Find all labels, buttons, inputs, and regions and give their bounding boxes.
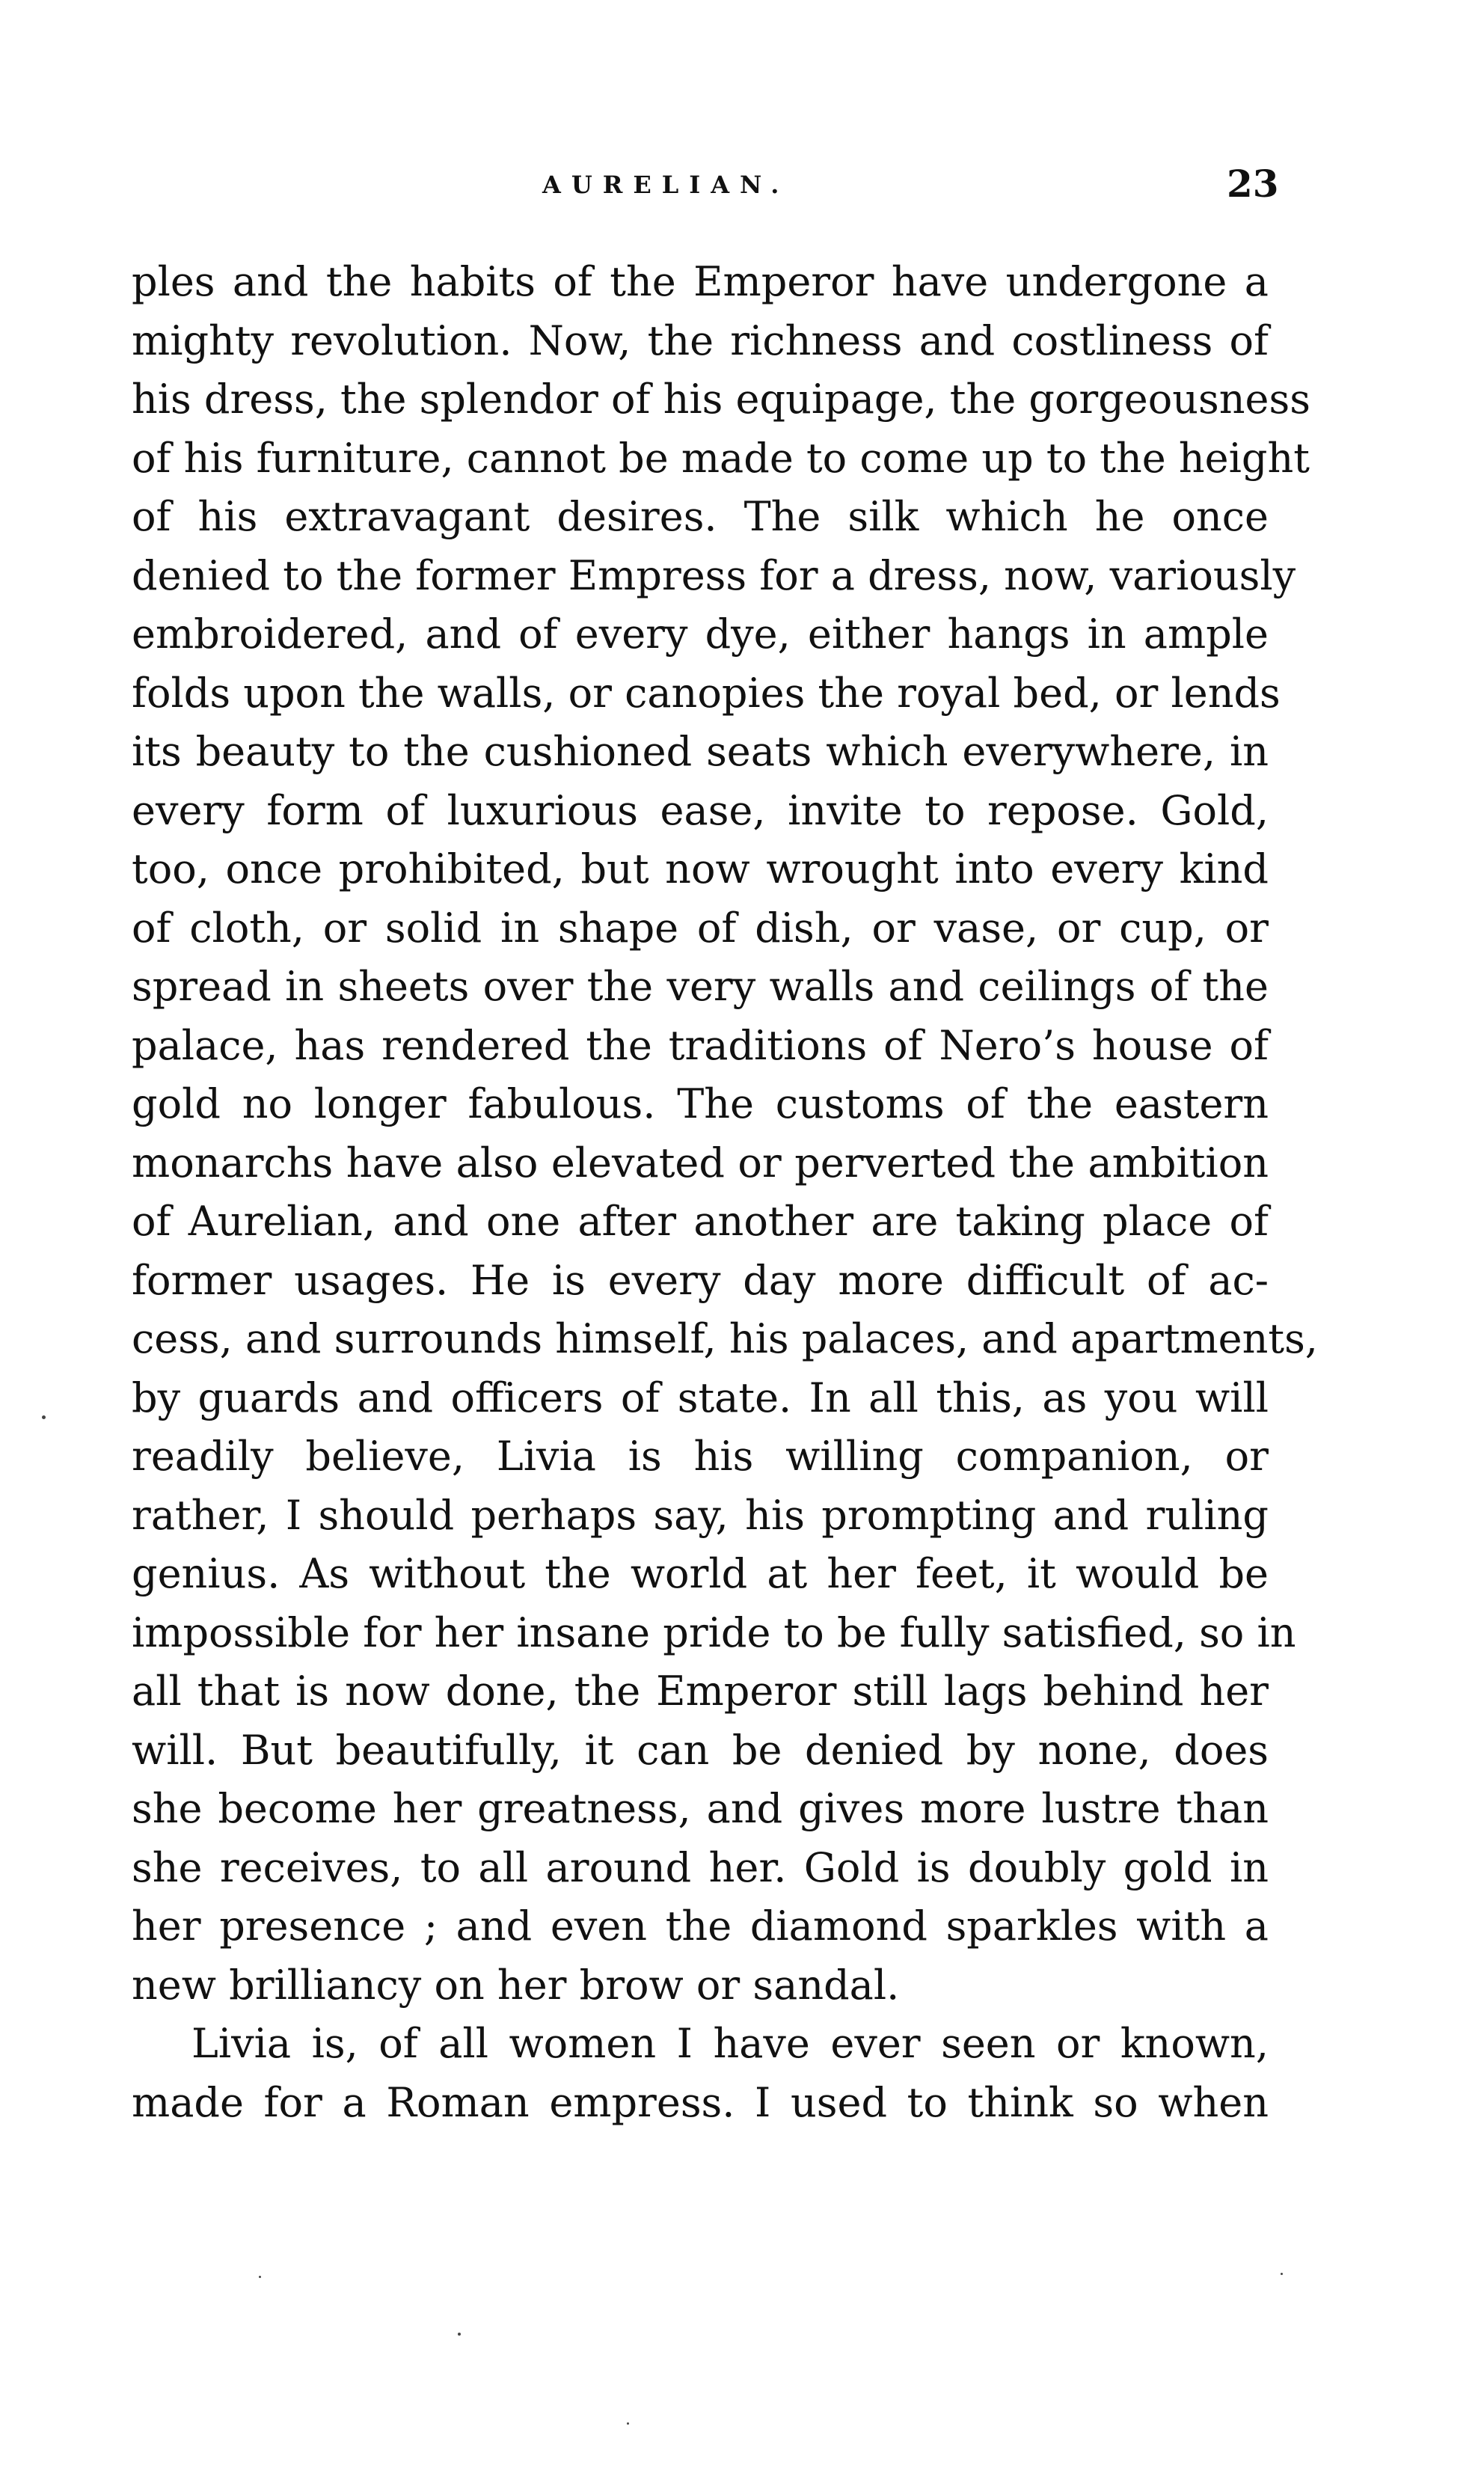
text-line: embroidered, and of every dye, either hangs in ample [132, 610, 1269, 658]
running-title: AURELIAN. [542, 171, 790, 199]
text-line: by guards and officers of state. In all this, as you will [132, 1374, 1269, 1421]
running-head [0, 162, 1484, 221]
page-number: 23 [1227, 162, 1279, 206]
text-line: denied to the former Empress for a dress, now, variously [132, 551, 1296, 599]
text-line: ples and the habits of the Emperor have undergone a [132, 258, 1269, 305]
text-line: its beauty to the cushioned seats which everywhere, in [132, 728, 1269, 775]
text-line: of Aurelian, and one after another are taking place of [132, 1198, 1269, 1245]
text-line: too, once prohibited, but now wrought into every kind [132, 845, 1269, 893]
text-line: rather, I should perhaps say, his prompting and ruling [132, 1491, 1269, 1539]
text-line: her presence ; and even the diamond sparkles with a [132, 1902, 1269, 1950]
text-line: genius. As without the world at her feet, it would be [132, 1550, 1269, 1597]
scan-speck [259, 2276, 261, 2278]
text-line: mighty revolution. Now, the richness and costliness of [132, 316, 1269, 364]
text-line: gold no longer fabulous. The customs of the eastern [132, 1080, 1269, 1127]
scan-speck [458, 2333, 461, 2336]
text-line: folds upon the walls, or canopies the royal bed, or lends [132, 669, 1281, 717]
body-text [132, 253, 1318, 2132]
scan-speck [627, 2422, 629, 2425]
text-line: impossible for her insane pride to be fully satisfied, so in [132, 1608, 1296, 1656]
text-line: will. But beautifully, it can be denied by none, does [132, 1726, 1269, 1774]
text-line: cess, and surrounds himself, his palaces, and apartments, [132, 1315, 1318, 1362]
scan-speck [1281, 2273, 1283, 2275]
text-line: all that is now done, the Emperor still lags behind her [132, 1668, 1269, 1715]
text-line: of his furniture, cannot be made to come up to the height [132, 434, 1310, 482]
scan-speck [42, 1415, 46, 1419]
text-line: new brilliancy on her brow or sandal. [132, 1961, 900, 2009]
text-line: she receives, to all around her. Gold is doubly gold in [132, 1843, 1269, 1891]
text-line: his dress, the splendor of his equipage, the gorgeousness [132, 376, 1310, 423]
text-line: spread in sheets over the very walls and ceilings of the [132, 963, 1269, 1010]
text-line: readily believe, Livia is his willing companion, or [132, 1433, 1269, 1480]
text-line: palace, has rendered the traditions of Nero’s house of [132, 1021, 1269, 1069]
text-line: every form of luxurious ease, invite to repose. Gold, [132, 786, 1269, 834]
text-line: of his extravagant desires. The silk which he once [132, 493, 1269, 540]
text-line: monarchs have also elevated or perverted the ambition [132, 1139, 1269, 1187]
text-line: she become her greatness, and gives more lustre than [132, 1785, 1269, 1832]
text-line: of cloth, or solid in shape of dish, or vase, or cup, or [132, 904, 1269, 952]
text-line: Livia is, of all women I have ever seen or known, [191, 2020, 1269, 2067]
text-line: former usages. He is every day more difficult of ac- [132, 1256, 1269, 1304]
text-line: made for a Roman empress. I used to think so when [132, 2078, 1269, 2126]
